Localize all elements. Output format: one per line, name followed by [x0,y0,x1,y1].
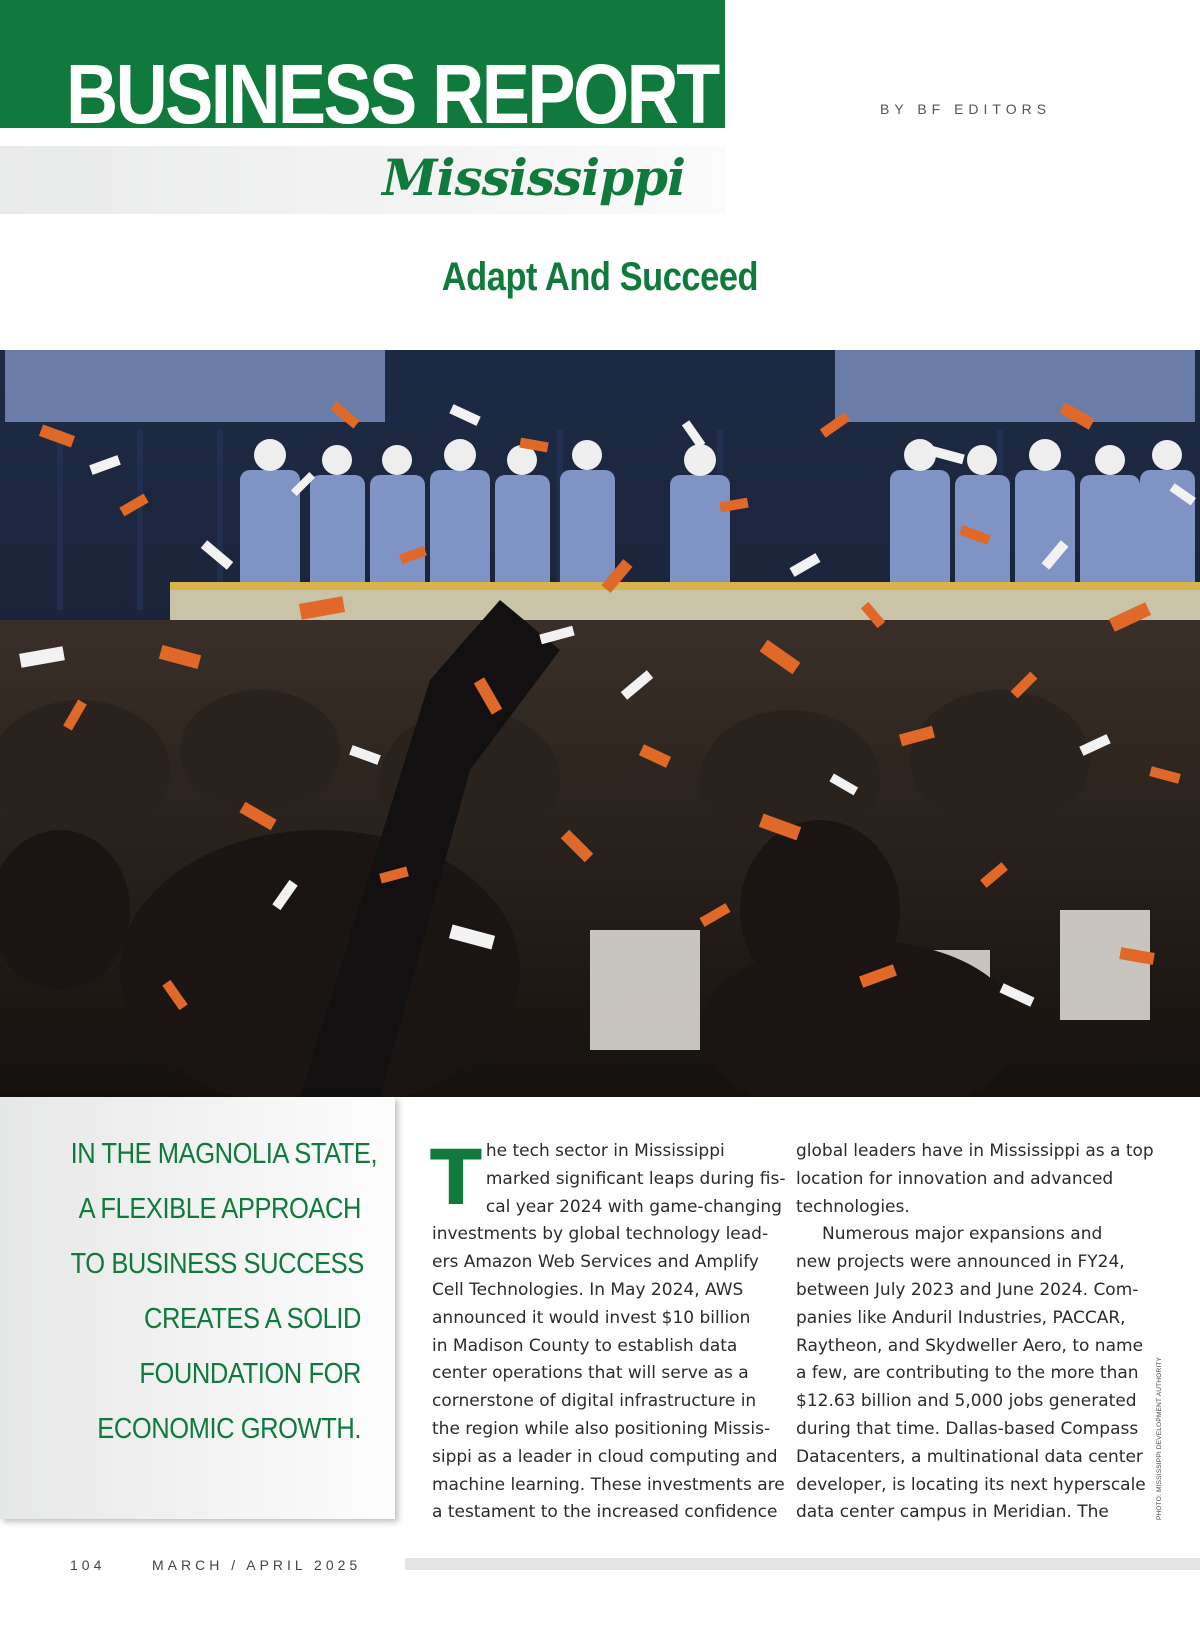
body-line: Datacenters, a multinational data center [796,1446,1143,1467]
issue-date: MARCH / APRIL 2025 [152,1557,362,1573]
pull-quote [0,1097,395,1519]
byline: BY BF EDITORS [880,101,1052,117]
body-line: ers Amazon Web Services and Amplify [432,1252,759,1273]
pull-quote-line: FOUNDATION FOR [139,1358,361,1390]
body-line: investments by global technology lead- [432,1224,769,1245]
pull-quote-line: TO BUSINESS SUCCESS [70,1248,364,1280]
body-line: he tech sector in Mississippi [485,1141,725,1161]
body-line: a few, are contributing to the more than [796,1363,1139,1384]
body-line: machine learning. These investments are [432,1474,785,1495]
body-line: location for innovation and advanced [796,1168,1114,1189]
body-line: announced it would invest $10 billion [432,1307,751,1328]
pull-quote-line: ECONOMIC GROWTH. [97,1413,361,1445]
drop-cap: T [430,1133,482,1222]
body-line: marked significant leaps during fis- [485,1168,786,1189]
body-line: cal year 2024 with game-changing [485,1196,782,1217]
state-script-title: Mississippi [382,148,685,207]
body-line: technologies. [796,1196,910,1217]
body-line: a testament to the increased confidence [432,1502,778,1523]
page-number: 104 [70,1557,106,1573]
body-column-1 [430,1133,786,1527]
body-line: sippi as a leader in cloud computing and [432,1446,778,1467]
body-line: global leaders have in Mississippi as a top [796,1141,1154,1161]
footer-rule [405,1558,1200,1570]
body-line: new projects were announced in FY24, [796,1252,1125,1273]
body-line: during that time. Dallas-based Compass [796,1418,1139,1439]
article-headline: Adapt And Succeed [441,255,759,299]
body-line: Raytheon, and Skydweller Aero, to name [796,1335,1144,1356]
body-column-2 [796,1138,1154,1527]
body-line: Numerous major expansions and [822,1224,1103,1245]
body-line: Cell Technologies. In May 2024, AWS [432,1279,744,1300]
pull-quote-line: IN THE MAGNOLIA STATE, [70,1138,378,1170]
body-line: $12.63 billion and 5,000 jobs generated [796,1391,1137,1412]
body-line: panies like Anduril Industries, PACCAR, [796,1307,1126,1328]
body-line: data center campus in Meridian. The [796,1502,1109,1523]
pull-quote-line: A FLEXIBLE APPROACH [78,1193,362,1225]
lead-photo [0,350,1200,1097]
body-line: the region while also positioning Missis- [432,1418,771,1439]
body-line: between July 2023 and June 2024. Com- [796,1279,1139,1300]
body-line: cornerstone of digital infrastructure in [432,1391,757,1412]
photo-credit: PHOTO: MISSISSIPPI DEVELOPMENT AUTHORITY [1156,1356,1163,1520]
pull-quote-line: CREATES A SOLID [143,1303,361,1335]
section-title: BUSINESS REPORT [66,47,718,141]
body-line: developer, is locating its next hyperscale [796,1474,1146,1495]
body-line: in Madison County to establish data [432,1335,738,1356]
header-subband [0,146,725,214]
body-line: center operations that will serve as a [432,1363,749,1384]
